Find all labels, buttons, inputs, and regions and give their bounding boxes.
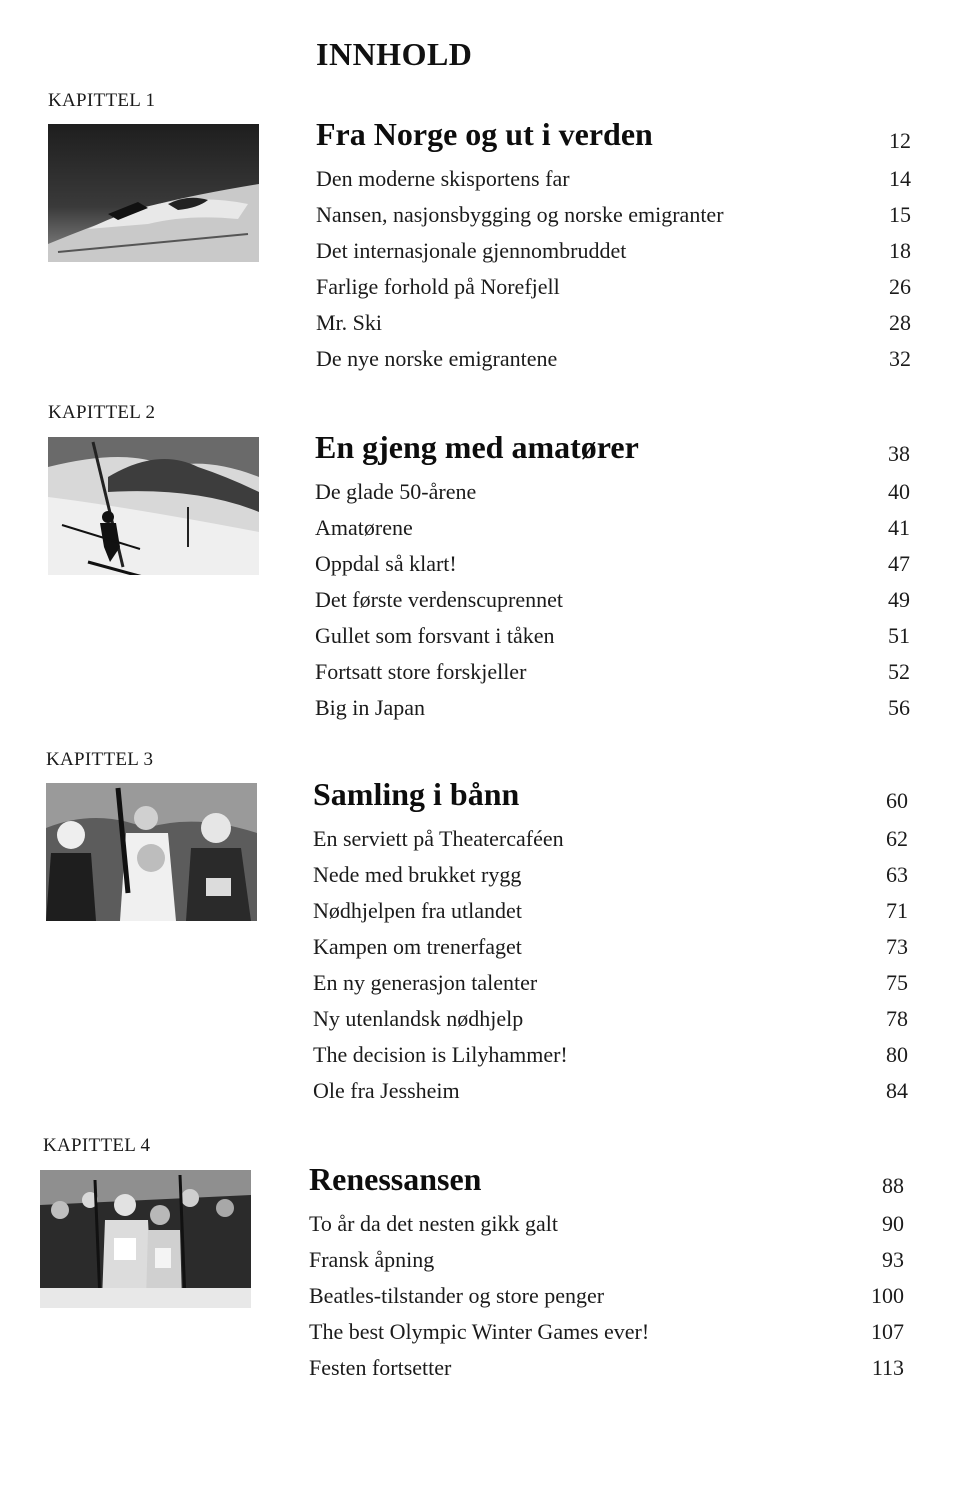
entry-title: The best Olympic Winter Games ever! [309, 1319, 650, 1344]
page-number: 51 [888, 623, 910, 648]
page-number: 32 [889, 346, 911, 371]
chapter-4-photo [40, 1170, 251, 1308]
page-number: 88 [882, 1173, 904, 1198]
entry-title: Farlige forhold på Norefjell [316, 274, 560, 299]
page-number: 14 [889, 166, 911, 191]
entry-title: Nødhjelpen fra utlandet [313, 898, 522, 923]
toc-entry[interactable] [316, 266, 911, 302]
page-number: 40 [888, 479, 910, 504]
entry-title: De glade 50-årene [315, 479, 477, 504]
entry-title: Ny utenlandsk nødhjelp [313, 1006, 524, 1031]
toc-entry[interactable] [315, 579, 910, 615]
page-number: 71 [886, 898, 908, 923]
entry-title: Beatles-tilstander og store penger [309, 1283, 605, 1308]
entry-title: Fortsatt store forskjeller [315, 659, 527, 684]
chapter-label: KAPITTEL 4 [43, 1135, 151, 1156]
page-number: 113 [871, 1355, 904, 1380]
entry-title: Oppdal så klart! [315, 551, 457, 576]
page-number: 75 [886, 970, 908, 995]
page-number: 84 [886, 1078, 908, 1103]
entry-title: Nansen, nasjonsbygging og norske emigranter [316, 202, 724, 227]
toc-entry[interactable] [316, 338, 911, 374]
page-number: 93 [882, 1247, 904, 1272]
page-number: 62 [886, 826, 908, 851]
toc-entry[interactable] [316, 302, 911, 338]
toc-entry[interactable] [316, 158, 911, 194]
entry-title: Gullet som forsvant i tåken [315, 623, 555, 648]
entry-title: Den moderne skisportens far [316, 166, 570, 191]
chapter-title: En gjeng med amatører [315, 429, 639, 465]
page-number: 60 [886, 788, 908, 813]
entry-title: En serviett på Theatercaféen [313, 826, 564, 851]
page-number: 15 [889, 202, 911, 227]
toc-entry[interactable] [313, 962, 908, 998]
chapter-2-toc [315, 429, 910, 723]
toc-entry[interactable] [309, 1203, 904, 1239]
toc-entry[interactable] [313, 890, 908, 926]
entry-title: Big in Japan [315, 695, 425, 720]
page-number: 78 [886, 1006, 908, 1031]
toc-entry[interactable] [313, 818, 908, 854]
chapter-title-row[interactable] [316, 116, 911, 158]
chapter-4-toc [309, 1161, 904, 1383]
page-number: 49 [888, 587, 910, 612]
page-number: 52 [888, 659, 910, 684]
page-number: 26 [889, 274, 911, 299]
toc-entry[interactable] [315, 687, 910, 723]
entry-title: Festen fortsetter [309, 1355, 452, 1380]
page-number: 38 [888, 441, 910, 466]
entry-title: Nede med brukket rygg [313, 862, 522, 887]
entry-title: The decision is Lilyhammer! [313, 1042, 568, 1067]
chapter-3-toc [313, 776, 908, 1106]
chapter-title-row[interactable] [313, 776, 908, 818]
chapter-title-row[interactable] [315, 429, 910, 471]
page-number: 73 [886, 934, 908, 959]
chapter-1-photo [48, 124, 259, 262]
entry-title: Det første verdenscuprennet [315, 587, 564, 612]
page-number: 41 [888, 515, 910, 540]
toc-entry[interactable] [316, 194, 911, 230]
page-number: 63 [886, 862, 908, 887]
toc-entry[interactable] [313, 1034, 908, 1070]
page-number: 90 [882, 1211, 904, 1236]
toc-entry[interactable] [313, 1070, 908, 1106]
entry-title: Mr. Ski [316, 310, 383, 335]
toc-entry[interactable] [315, 543, 910, 579]
chapter-label: KAPITTEL 3 [46, 749, 154, 770]
chapter-3-photo [46, 783, 257, 921]
chapter-2-photo [48, 437, 259, 575]
page-title: INNHOLD [316, 36, 473, 72]
toc-entry[interactable] [309, 1275, 904, 1311]
toc-entry[interactable] [313, 854, 908, 890]
toc-entry[interactable] [309, 1347, 904, 1383]
entry-title: Det internasjonale gjennombruddet [316, 238, 627, 263]
chapter-label: KAPITTEL 2 [48, 402, 156, 423]
chapter-title-row[interactable] [309, 1161, 904, 1203]
entry-title: To år da det nesten gikk galt [309, 1211, 558, 1236]
toc-entry[interactable] [309, 1311, 904, 1347]
entry-title: En ny generasjon talenter [313, 970, 538, 995]
chapter-title: Renessansen [309, 1161, 482, 1197]
toc-entry[interactable] [315, 507, 910, 543]
page-number: 100 [871, 1283, 904, 1308]
toc-entry[interactable] [315, 471, 910, 507]
chapter-label: KAPITTEL 1 [48, 90, 156, 111]
chapter-title: Samling i bånn [313, 776, 520, 812]
chapter-title: Fra Norge og ut i verden [316, 116, 653, 152]
entry-title: Amatørene [315, 515, 413, 540]
page-number: 47 [888, 551, 910, 576]
chapter-1-toc [316, 116, 911, 374]
page-number: 18 [889, 238, 911, 263]
page-number: 56 [888, 695, 910, 720]
entry-title: Ole fra Jessheim [313, 1078, 460, 1103]
entry-title: De nye norske emigrantene [316, 346, 558, 371]
entry-title: Fransk åpning [309, 1247, 435, 1272]
page-number: 12 [889, 128, 911, 153]
toc-entry[interactable] [316, 230, 911, 266]
page-number: 80 [886, 1042, 908, 1067]
entry-title: Kampen om trenerfaget [313, 934, 522, 959]
toc-entry[interactable] [309, 1239, 904, 1275]
toc-entry[interactable] [315, 615, 910, 651]
toc-entry[interactable] [313, 998, 908, 1034]
toc-entry[interactable] [313, 926, 908, 962]
toc-entry[interactable] [315, 651, 910, 687]
page-number: 28 [889, 310, 911, 335]
page-number: 107 [871, 1319, 904, 1344]
